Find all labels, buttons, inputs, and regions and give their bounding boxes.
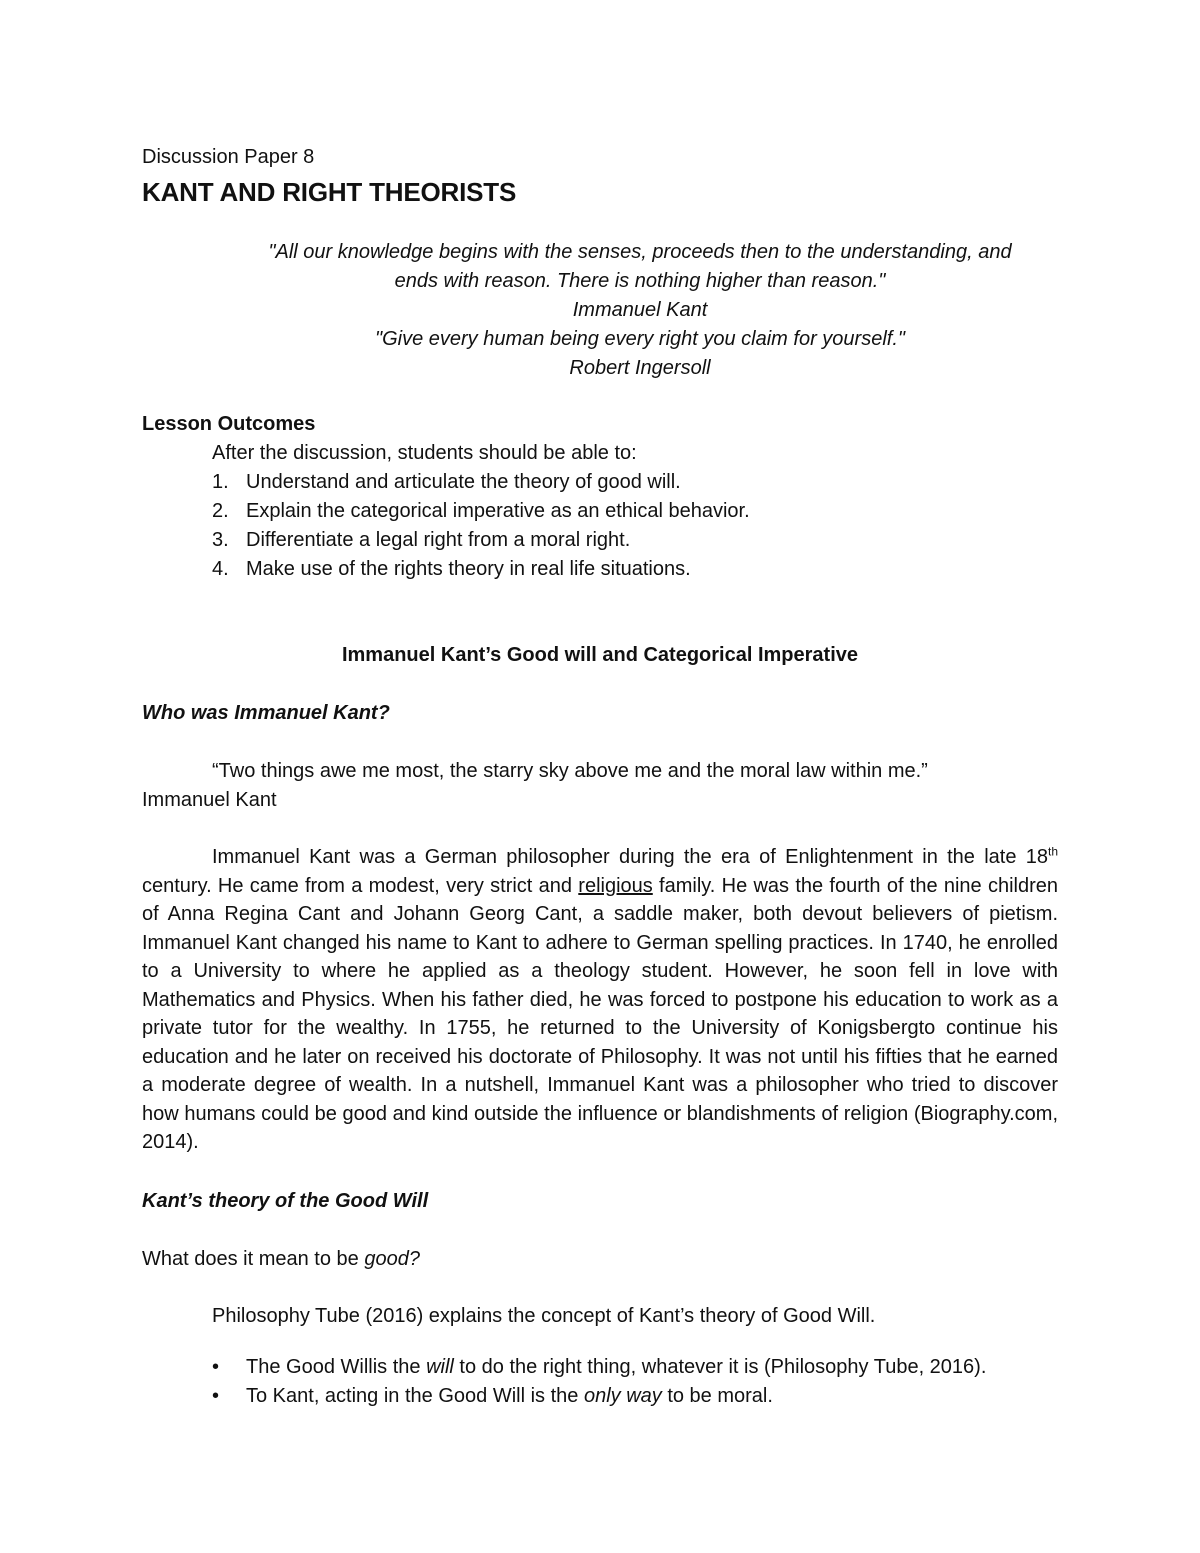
bullet-icon: • (212, 1385, 220, 1407)
list-number: 3. (212, 529, 229, 551)
question-italic: good? (364, 1248, 420, 1270)
bio-text: century. He came from a modest, very strict and (142, 874, 579, 897)
good-question (142, 1245, 420, 1274)
bullet-italic: only way (583, 1385, 662, 1407)
list-item (212, 526, 750, 555)
good-will-intro: Philosophy Tube (2016) explains the concept of Kant’s theory of Good Will. (212, 1305, 876, 1327)
list-item (212, 1382, 986, 1411)
bullet-text: to do the right thing, whatever it is (Philosophy Tube, 2016). (453, 1356, 987, 1378)
question-text: What does it mean to be (142, 1248, 365, 1270)
lesson-outcomes-intro: After the discussion, students should be able to: (212, 442, 637, 464)
who-heading: Who was Immanuel Kant? (142, 702, 390, 724)
list-item-text: Differentiate a legal right from a moral right. (246, 529, 631, 551)
epigraph-author: Immanuel Kant (572, 299, 708, 321)
list-item (212, 555, 750, 584)
list-item (212, 1353, 986, 1382)
section-title: Immanuel Kant’s Good will and Categorical Imperative (341, 644, 859, 666)
page-title: KANT AND RIGHT THEORISTS (142, 177, 517, 207)
kant-epigraph-author: Immanuel Kant (142, 789, 277, 811)
list-number: 2. (212, 500, 229, 522)
lesson-outcomes-list (212, 468, 750, 584)
bullet-text: to be moral. (661, 1385, 773, 1407)
list-item (212, 468, 750, 497)
ordinal-suffix: th (1047, 844, 1058, 859)
bullet-italic: will (426, 1356, 454, 1378)
lesson-outcomes-heading: Lesson Outcomes (142, 413, 316, 435)
list-item (212, 497, 750, 526)
bullet-text: The Good Willis the (246, 1356, 427, 1378)
bio-text: family. He was the fourth of the nine children of Anna Regina Cant and Johann Georg Cant, a saddle maker, both devout believers of pietism. Immanuel Kant changed his name to Kant to adhere to German spelling practices. In 1740, he enrolled to a University to where he applied as a theology student. However, he soon fell in love with Mathematics and Physics. When his father died, he was forced to postpone his education to work as a private tutor for the wealthy. In 1755, he returned to the University of Konigsbergto continue his education and he later on received his doctorate of Philosophy. It was not until his fifties that he earned a moderate degree of wealth. In a nutshell, Immanuel Kant was a philosopher who tried to discover how humans could be good and kind outside the influence or blandishments of religion (Biography.com, 2014). (142, 874, 1058, 1153)
bullet-icon: • (212, 1356, 220, 1378)
epigraph-quote: "Give every human being every right you claim for yourself." (375, 328, 905, 350)
underlined-word: religious (578, 874, 653, 897)
list-item-text: Make use of the rights theory in real life situations. (246, 558, 691, 580)
epigraph-quote-line: ends with reason. There is nothing higher than reason." (394, 270, 886, 292)
list-item-text: Explain the categorical imperative as an ethical behavior. (246, 500, 750, 522)
bullet-text: To Kant, acting in the Good Will is the (246, 1385, 584, 1407)
list-item-text: Understand and articulate the theory of good will. (246, 471, 681, 493)
epigraph-author: Robert Ingersoll (569, 357, 711, 379)
epigraph-quote-line: "All our knowledge begins with the senses, proceeds then to the understanding, and (268, 241, 1012, 263)
bio-text: Immanuel Kant was a German philosopher during the era of Enlightenment in the late 18 (212, 846, 1048, 868)
good-will-heading: Kant’s theory of the Good Will (142, 1190, 429, 1212)
list-number: 1. (212, 471, 229, 493)
good-will-bullets (212, 1353, 986, 1411)
biography-paragraph (142, 843, 1058, 1157)
list-number: 4. (212, 558, 229, 580)
paper-subtitle: Discussion Paper 8 (142, 146, 315, 168)
kant-epigraph: “Two things awe me most, the starry sky above me and the moral law within me.” (212, 760, 928, 782)
